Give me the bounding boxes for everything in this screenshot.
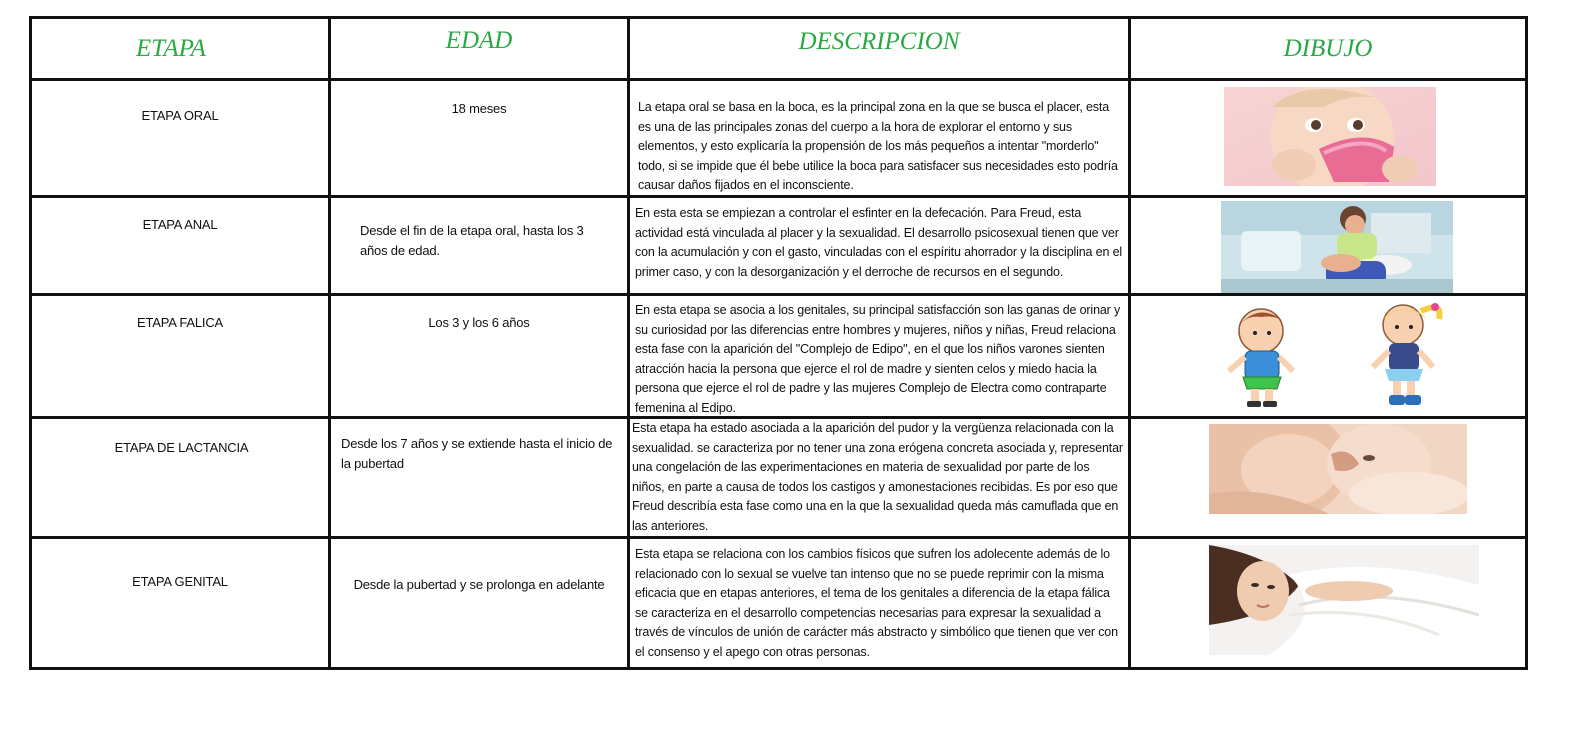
descripcion-text: Esta etapa ha estado asociada a la aparición del pudor y la vergüenza relacionada con la sexualidad. se caracteriza por no tener una zona erógena concreta asociada y, representar una congelación de las experimentaciones en materia de sexualidad por parte de los niños, en parte a causa de todos los castigos y amonestaciones recibidas. Es por eso que Freud describía esta fase como una en la que la sexualidad queda más camuflada que en las anteriores. [632, 421, 1123, 533]
edad-label: Los 3 y los 6 años [428, 315, 530, 330]
psychosexual-stages-table [29, 16, 1528, 670]
boy-and-girl-cartoon-icon [1213, 301, 1473, 411]
edad-label: Desde el fin de la etapa oral, hasta los 3 años de edad. [360, 223, 584, 258]
header-dibujo: DIBUJO [1130, 18, 1527, 80]
table-row [31, 538, 1527, 669]
etapa-cell [31, 80, 330, 197]
etapa-label: ETAPA ANAL [142, 217, 218, 232]
edad-cell [330, 418, 629, 538]
baby-biting-cup-photo-icon [1224, 87, 1436, 186]
edad-label: Desde la pubertad y se prolonga en adelante [353, 577, 605, 592]
dibujo-cell [1130, 295, 1527, 418]
table-row [31, 197, 1527, 295]
table-row [31, 295, 1527, 418]
descripcion-cell [629, 197, 1130, 295]
descripcion-text: Esta etapa se relaciona con los cambios físicos que sufren los adolecente además de lo relacionado con lo sexual se vuelve tan intenso que no se puede reprimir con la misma eficacia que en etapas anteriores, el tema de los genitales a diferencia de la etapa fálica se caracteriza en el desarrollo competencias necesarias para expresar la sexualidad a través de vínculos de unión de carácter más abstracto y simbólico que tienen que ver con el consenso y el apego con otras personas. [635, 547, 1118, 659]
edad-label: Desde los 7 años y se extiende hasta el inicio de la pubertad [341, 436, 613, 471]
stages-table-sheet [29, 16, 1525, 658]
header-descripcion: DESCRIPCION [629, 18, 1130, 80]
edad-cell [330, 197, 629, 295]
etapa-label: ETAPA FALICA [137, 315, 223, 330]
etapa-cell [31, 197, 330, 295]
table-row [31, 418, 1527, 538]
edad-cell [330, 80, 629, 197]
toddler-potty-photo-icon [1221, 201, 1453, 293]
etapa-cell [31, 418, 330, 538]
table-row [31, 80, 1527, 197]
descripcion-text: En esta esta se empiezan a controlar el esfinter en la defecación. Para Freud, esta actividad está vinculada al placer y la sexualidad. El desarrollo psicosexual tienen que ver con la acumulación y con el gasto, vinculadas con el espíritu ahorrador y la disciplina en el primer caso, y con la desorganización y el derroche de recursos en el segundo. [635, 206, 1123, 279]
descripcion-cell [629, 418, 1130, 538]
dibujo-cell [1130, 538, 1527, 669]
woman-lying-in-bed-photo-icon [1209, 545, 1479, 655]
descripcion-cell [629, 295, 1130, 418]
etapa-cell [31, 295, 330, 418]
header-edad: EDAD [330, 18, 629, 80]
etapa-cell [31, 538, 330, 669]
descripcion-cell [629, 80, 1130, 197]
etapa-label: ETAPA GENITAL [132, 574, 228, 589]
etapa-label: ETAPA DE LACTANCIA [114, 440, 249, 455]
edad-cell [330, 295, 629, 418]
header-row [31, 18, 1527, 80]
edad-cell [330, 538, 629, 669]
dibujo-cell [1130, 418, 1527, 538]
edad-label: 18 meses [451, 101, 507, 116]
breastfeeding-photo-icon [1209, 424, 1467, 514]
descripcion-cell [629, 538, 1130, 669]
etapa-label: ETAPA ORAL [141, 108, 219, 123]
header-etapa: ETAPA [31, 18, 330, 80]
dibujo-cell [1130, 80, 1527, 197]
dibujo-cell [1130, 197, 1527, 295]
descripcion-text: La etapa oral se basa en la boca, es la principal zona en la que se busca el placer, esta es una de las principales zonas del cuerpo a la hora de explorar el entorno y sus elementos, y esto explicaría la propensión de los más pequeños a intentar "morderlo" todo, si se impide que él bebe utilice la boca para satisfacer sus necesidades esto podría causar daños fijados en el inconsciente. [638, 100, 1118, 192]
descripcion-text: En esta etapa se asocia a los genitales, su principal satisfacción son las ganas de orinar y su curiosidad por las diferencias entre hombres y mujeres, niños y niñas, Freud relaciona esta fase con la aparición del "Complejo de Edipo", en el que los niños varones sienten atracción hacia la persona que ejerce el rol de madre y sienten celos y miedo hacia la persona que ejerce el rol de padre y las mujeres Complejo de Electra como contraparte femenina al Edipo. [635, 303, 1121, 415]
